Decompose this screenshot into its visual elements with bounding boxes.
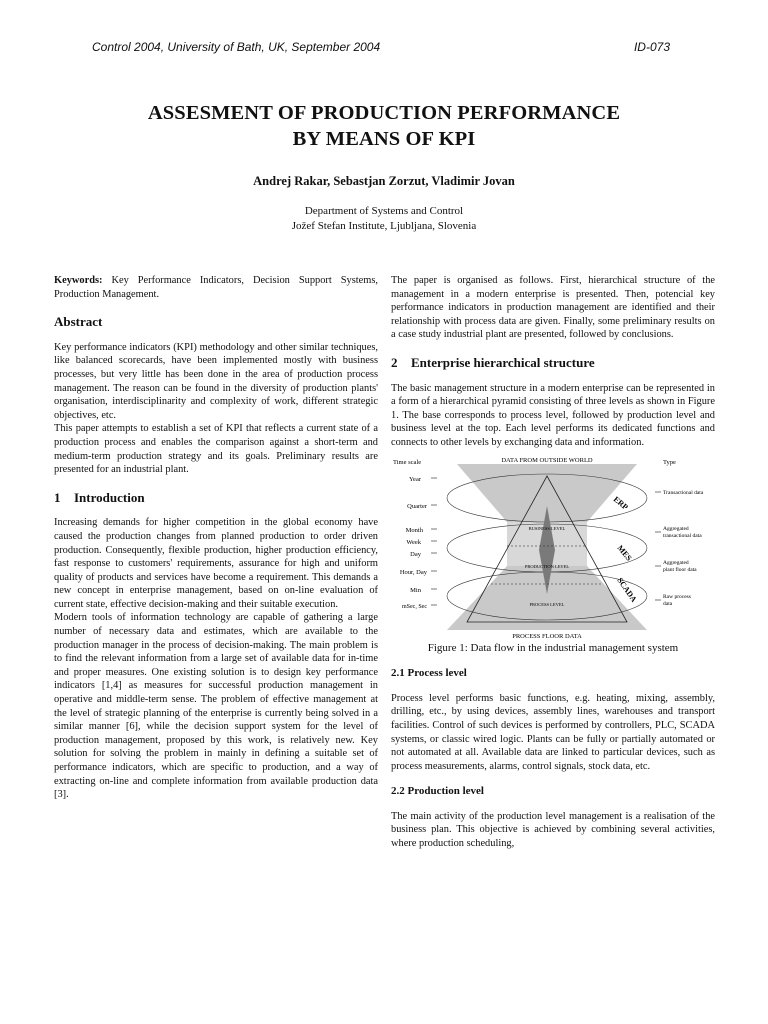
conference-info: Control 2004, University of Bath, UK, September 2004 — [92, 40, 381, 54]
keywords — [54, 274, 378, 301]
affiliation-department: Department of Systems and Control — [304, 205, 464, 217]
time-scale-title: Time scale — [393, 458, 422, 466]
type-raw: Raw process — [663, 593, 691, 600]
abstract-paragraph-1: Key performance indicators (KPI) methodology and other similar techniques, like balanced scorecards, have been implemented mostly with business processes, but very little has been done in the area of production process management. The reason can be found in the diversity of production plants' organisation, interdisciplinarity and complexity of work, different strategic objectives, etc. — [54, 341, 378, 421]
timescale-hour-day: Hour, Day — [399, 568, 427, 576]
system-erp: ERP — [611, 494, 630, 512]
section-2-2-heading: 2.2 Production level — [391, 785, 484, 798]
abstract-paragraph-2: This paper attempts to establish a set of KPI that reflects a current state of a production process and enables the comparison against a short-term and medium-term production strategy and its goals. Preliminary results are presented for an industrial plant. — [54, 423, 378, 476]
section-title: Introduction — [74, 489, 145, 505]
timescale-quarter: Quarter — [407, 502, 427, 510]
section-number: 1 — [54, 489, 61, 505]
bottom-label: PROCESS FLOOR DATA — [512, 632, 582, 640]
section-2-paragraph: The basic management structure in a modern enterprise can be represented in a form of a hierarchical pyramid consisting of three levels as shown in Figure 1. The base corresponds to process level, followed by production level and business level at the top. Each level performs its dedicated functions and connects to other levels by exchanging data and information. — [391, 382, 715, 448]
top-label: DATA FROM OUTSIDE WORLD — [501, 456, 593, 464]
affiliation-institute: Jožef Stefan Institute, Ljubljana, Slovenia — [291, 220, 477, 232]
type-aggregated-2: Aggregated — [663, 559, 689, 566]
introduction-paragraph-2: Modern tools of information technology are capable of gathering a large number of necessary data and estimates, which are available to the production manager in the process of decision-making. The main problem is to find the relevant information from a large set of available data for in-time and proper measures. One existing solution is to design key performance indicators [1,4] as measures for successful production management in operative and middle-term sense. The problem of effective management at the level of strategic planning of the enterprise is currently being solved in a similar manner [6], while the decision support system for the level of production management, proposed by this work, is relatively new. Key solution for solving the problem in mainly in defining a suitable set of performance indicators, which are specific to production, and a way of extracting on-line and complete information from available production data [3]. — [54, 612, 378, 801]
timescale-week: Week — [406, 538, 421, 546]
section-number: 2 — [391, 354, 398, 370]
title-line-1: ASSESMENT OF PRODUCTION PERFORMANCE — [147, 102, 621, 124]
abstract-heading: Abstract — [54, 314, 103, 330]
section-2-1-heading: 2.1 Process level — [391, 667, 467, 680]
type-transactional: Transactional data — [663, 489, 704, 496]
system-mes: MES — [615, 543, 634, 563]
introduction-heading — [54, 491, 378, 505]
introduction-paragraph-1: Increasing demands for higher competition in the global economy have caused the production changes from planned production to order driven production. Consequently, flexible production, higher production efficiency, fast response to customers' requirements, assurance for high and uniform quality of products and services have become a requirement. This demands a new concept in enterprise management, based on on-line evaluation of current state, effective decision-making and their suitable execution. — [54, 517, 378, 610]
timescale-day: Day — [410, 550, 421, 558]
keywords-text: Key Performance Indicators, Decision Support Systems, Production Management. — [54, 275, 378, 300]
timescale-msec-sec: mSec, Sec — [402, 603, 427, 610]
section-title: Enterprise hierarchical structure — [411, 354, 595, 370]
organisation-paragraph: The paper is organised as follows. First, hierarchical structure of the management in a modern enterprise is presented. Then, potencial key performance indicators in production management are identified and their relationship with process data are given. Finally, some preliminary results on a case study industrial plant are presented, followed by conclusions. — [391, 275, 715, 341]
type-aggregated-1: Aggregated — [663, 525, 689, 532]
keywords-label: Keywords: — [54, 275, 103, 286]
authors: Andrej Rakar, Sebastjan Zorzut, Vladimir Jovan — [253, 174, 515, 188]
left-column — [54, 274, 378, 802]
timescale-month: Month — [405, 526, 423, 534]
type-title: Type — [663, 458, 676, 466]
figure-1-diagram — [391, 454, 715, 640]
system-scada: SCADA — [615, 575, 639, 604]
figure-1 — [391, 454, 715, 640]
section-2-2-paragraph: The main activity of the production level management is a realisation of the business plan. This objective is achieved by combining several activities, where production scheduling, — [391, 810, 715, 850]
paper-title — [54, 100, 714, 152]
affiliation — [54, 204, 714, 234]
business-level-label: BUSINESS LEVEL — [528, 525, 566, 531]
type-aggregated-1b: transactional data — [663, 532, 702, 539]
timescale-min: Min — [410, 586, 421, 594]
process-level-label: PROCESS LEVEL — [529, 601, 565, 607]
section-2-heading — [391, 356, 715, 370]
right-column — [391, 274, 715, 851]
running-header — [92, 40, 670, 54]
paper-id: ID-073 — [633, 40, 670, 54]
figure-1-caption: Figure 1: Data flow in the industrial management system — [427, 641, 679, 654]
type-aggregated-2b: plant floor data — [663, 566, 697, 573]
type-raw-b: data — [663, 600, 673, 607]
production-level-label: PRODUCTION LEVEL — [524, 563, 570, 569]
timescale-year: Year — [409, 475, 421, 483]
title-line-2: BY MEANS OF KPI — [292, 128, 476, 150]
section-2-1-paragraph: Process level performs basic functions, e.g. heating, mixing, assembly, drilling, etc., by using devices, assembly lines, warehouses and transport facilities. Control of such devices is performed by controllers, PLC, SCADA systems, or classic wired logic. Plants can be fully or partially automated or not automated at all. Available data are linked to particular devices, such as process measurements, alarms, control signals, stock data, etc. — [391, 692, 715, 772]
